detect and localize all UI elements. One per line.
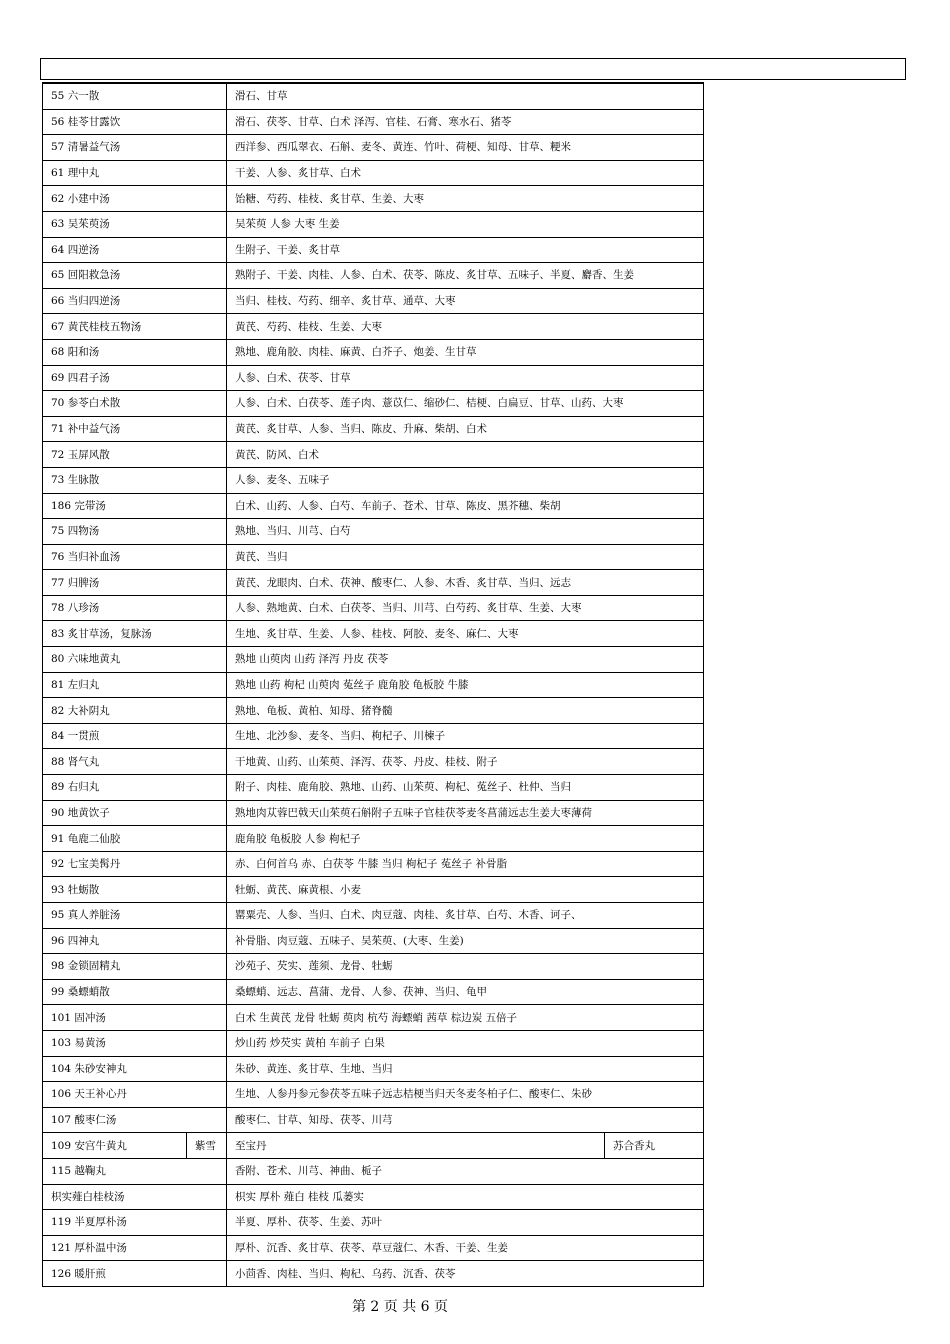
- table-row: [43, 1005, 704, 1031]
- table-row: [43, 723, 704, 749]
- header-box: [40, 58, 906, 80]
- formula-name: 69 四君子汤: [43, 365, 227, 391]
- formula-ingredients: 人参、白术、白茯苓、莲子肉、薏苡仁、缩砂仁、桔梗、白扁豆、甘草、山药、大枣: [227, 391, 704, 417]
- formula-name: 73 生脉散: [43, 467, 227, 493]
- formula-ingredients: 滑石、甘草: [227, 83, 704, 109]
- formula-name: 72 玉屏风散: [43, 442, 227, 468]
- formula-name: 98 金锁固精丸: [43, 954, 227, 980]
- formula-ingredients: 罂粟壳、人参、当归、白术、肉豆蔻、肉桂、炙甘草、白芍、木香、诃子、: [227, 903, 704, 929]
- table-row: [43, 314, 704, 340]
- table-row: [43, 339, 704, 365]
- formula-ingredients: 枳实 厚朴 薤白 桂枝 瓜蒌实: [227, 1184, 704, 1210]
- formula-name: 107 酸枣仁汤: [43, 1107, 227, 1133]
- formula-ingredients: 人参、白术、茯苓、甘草: [227, 365, 704, 391]
- table-row: [43, 493, 704, 519]
- formula-name: 80 六味地黄丸: [43, 647, 227, 673]
- formula-ingredients: 白术 生黄芪 龙骨 牡蛎 萸肉 杭芍 海螵蛸 茜草 棕边炭 五倍子: [227, 1005, 704, 1031]
- formula-name: 186 完带汤: [43, 493, 227, 519]
- formula-name: 99 桑螵蛸散: [43, 979, 227, 1005]
- formula-name: 109 安宫牛黄丸: [43, 1133, 187, 1159]
- formula-ingredients: 桑螵蛸、远志、菖蒲、龙骨、人参、茯神、当归、龟甲: [227, 979, 704, 1005]
- formula-ingredients: 黄芪、炙甘草、人参、当归、陈皮、升麻、柴胡、白术: [227, 416, 704, 442]
- table-row: [43, 1082, 704, 1108]
- table-row: [43, 416, 704, 442]
- formula-ingredients: 熟地 山萸肉 山药 泽泻 丹皮 茯苓: [227, 647, 704, 673]
- table-row: [43, 83, 704, 109]
- table-row: [43, 621, 704, 647]
- formula-name: 71 补中益气汤: [43, 416, 227, 442]
- formula-ingredients: 生附子、干姜、炙甘草: [227, 237, 704, 263]
- table-row: [43, 442, 704, 468]
- formula-ingredients: 当归、桂枝、芍药、细辛、炙甘草、通草、大枣: [227, 288, 704, 314]
- formula-name: 121 厚朴温中汤: [43, 1235, 227, 1261]
- table-row: [43, 1235, 704, 1261]
- formula-ingredients: 沙苑子、芡实、莲须、龙骨、牡蛎: [227, 954, 704, 980]
- formula-ingredients: 生地、炙甘草、生姜、人参、桂枝、阿胶、麦冬、麻仁、大枣: [227, 621, 704, 647]
- formula-name: 95 真人养脏汤: [43, 903, 227, 929]
- formula-name: 56 桂苓甘露饮: [43, 109, 227, 135]
- table-row: [43, 954, 704, 980]
- page-footer: 第 2 页 共 6 页: [351, 1299, 449, 1315]
- formula-name: 91 龟鹿二仙胶: [43, 826, 227, 852]
- table-row: [43, 595, 704, 621]
- formula-name: 106 天王补心丹: [43, 1082, 227, 1108]
- table-row: [43, 826, 704, 852]
- table-row: [43, 903, 704, 929]
- formula-ingredients: 熟附子、干姜、肉桂、人参、白术、茯苓、陈皮、炙甘草、五味子、半夏、麝香、生姜: [227, 263, 704, 289]
- formula-ingredients: 朱砂、黄连、炙甘草、生地、当归: [227, 1056, 704, 1082]
- table-row: [43, 544, 704, 570]
- formula-ingredients: 人参、麦冬、五味子: [227, 467, 704, 493]
- table-row: [43, 211, 704, 237]
- formula-name: 55 六一散: [43, 83, 227, 109]
- formula-name: 103 易黄汤: [43, 1030, 227, 1056]
- table-row: [43, 1107, 704, 1133]
- table-row: [43, 1056, 704, 1082]
- formula-ingredients: 鹿角胶 龟板胶 人参 枸杞子: [227, 826, 704, 852]
- formula-ingredients: 黄芪、防风、白术: [227, 442, 704, 468]
- formula-name: 104 朱砂安神丸: [43, 1056, 227, 1082]
- table-row: [43, 1158, 704, 1184]
- formula-name: 89 右归丸: [43, 775, 227, 801]
- table-row: [43, 1184, 704, 1210]
- formula-name: 88 肾气丸: [43, 749, 227, 775]
- formula-name: 84 一贯煎: [43, 723, 227, 749]
- formula-ingredients: 补骨脂、肉豆蔻、五味子、吴茱萸、(大枣、生姜): [227, 928, 704, 954]
- formula-name: 63 吴茱萸汤: [43, 211, 227, 237]
- formula-ingredients: 饴糖、芍药、桂枝、炙甘草、生姜、大枣: [227, 186, 704, 212]
- formula-ingredients: 小茴香、肉桂、当归、枸杞、乌药、沉香、茯苓: [227, 1261, 704, 1287]
- formula-ingredients: 白术、山药、人参、白芍、车前子、苍术、甘草、陈皮、黑芥穗、柴胡: [227, 493, 704, 519]
- table-row: [43, 109, 704, 135]
- formula-name: 119 半夏厚朴汤: [43, 1210, 227, 1236]
- formula-name: 70 参苓白术散: [43, 391, 227, 417]
- formula-ingredients: 赤、白何首乌 赤、白茯苓 牛膝 当归 枸杞子 菟丝子 补骨脂: [227, 851, 704, 877]
- formula-ingredients: 干地黄、山药、山茱萸、泽泻、茯苓、丹皮、桂枝、附子: [227, 749, 704, 775]
- formula-ingredients: 生地、人参丹参元参茯苓五味子远志桔梗当归天冬麦冬柏子仁、酸枣仁、朱砂: [227, 1082, 704, 1108]
- formula-name: 82 大补阴丸: [43, 698, 227, 724]
- table-row: [43, 698, 704, 724]
- formula-ingredients: 炒山药 炒芡实 黄柏 车前子 白果: [227, 1030, 704, 1056]
- formula-name: 126 暖肝煎: [43, 1261, 227, 1287]
- formula-name: 67 黄芪桂枝五物汤: [43, 314, 227, 340]
- formula-name: 101 固冲汤: [43, 1005, 227, 1031]
- formula-ingredients: 附子、肉桂、鹿角胶、熟地、山药、山茱萸、枸杞、菟丝子、杜仲、当归: [227, 775, 704, 801]
- formula-name: 64 四逆汤: [43, 237, 227, 263]
- formula-name: 76 当归补血汤: [43, 544, 227, 570]
- table-row: [43, 186, 704, 212]
- table-row: [43, 1261, 704, 1287]
- formula-name: 至宝丹: [227, 1133, 605, 1159]
- formula-ingredients: 黄芪、龙眼肉、白术、茯神、酸枣仁、人参、木香、炙甘草、当归、远志: [227, 570, 704, 596]
- formula-name: 90 地黄饮子: [43, 800, 227, 826]
- table-row-split: [43, 1133, 704, 1159]
- table-row: [43, 928, 704, 954]
- formula-ingredients: 熟地 山药 枸杞 山萸肉 菟丝子 鹿角胶 龟板胶 牛膝: [227, 672, 704, 698]
- table-row: [43, 263, 704, 289]
- table-row: [43, 749, 704, 775]
- formula-name: 62 小建中汤: [43, 186, 227, 212]
- formula-ingredients: 牡蛎、黄芪、麻黄根、小麦: [227, 877, 704, 903]
- formula-name: 75 四物汤: [43, 519, 227, 545]
- table-row: [43, 519, 704, 545]
- formula-name: 92 七宝美髯丹: [43, 851, 227, 877]
- table-row: [43, 851, 704, 877]
- formula-ingredients: 黄芪、当归: [227, 544, 704, 570]
- formula-ingredients: 西洋参、西瓜翠衣、石斛、麦冬、黄连、竹叶、荷梗、知母、甘草、粳米: [227, 135, 704, 161]
- formula-name: 苏合香丸: [605, 1133, 704, 1159]
- formula-name: 枳实薤白桂枝汤: [43, 1184, 227, 1210]
- formula-name: 57 清暑益气汤: [43, 135, 227, 161]
- formula-name: 78 八珍汤: [43, 595, 227, 621]
- table-row: [43, 391, 704, 417]
- formula-name: 93 牡蛎散: [43, 877, 227, 903]
- table-row: [43, 877, 704, 903]
- formula-name: 96 四神丸: [43, 928, 227, 954]
- table-row: [43, 237, 704, 263]
- formula-name: 65 回阳救急汤: [43, 263, 227, 289]
- formula-ingredients: 半夏、厚朴、茯苓、生姜、苏叶: [227, 1210, 704, 1236]
- table-row: [43, 160, 704, 186]
- recipe-table: [42, 82, 704, 1287]
- formula-ingredients: 香附、苍术、川芎、神曲、栀子: [227, 1158, 704, 1184]
- formula-name: 紫雪: [187, 1133, 227, 1159]
- formula-ingredients: 熟地、当归、川芎、白芍: [227, 519, 704, 545]
- formula-ingredients: 厚朴、沉香、炙甘草、茯苓、草豆蔻仁、木香、干姜、生姜: [227, 1235, 704, 1261]
- formula-ingredients: 人参、熟地黄、白术、白茯苓、当归、川芎、白芍药、炙甘草、生姜、大枣: [227, 595, 704, 621]
- table-row: [43, 288, 704, 314]
- formula-name: 115 越鞠丸: [43, 1158, 227, 1184]
- formula-ingredients: 熟地、鹿角胶、肉桂、麻黄、白芥子、炮姜、生甘草: [227, 339, 704, 365]
- formula-ingredients: 生地、北沙参、麦冬、当归、枸杞子、川楝子: [227, 723, 704, 749]
- table-row: [43, 672, 704, 698]
- formula-name: 77 归脾汤: [43, 570, 227, 596]
- table-row: [43, 800, 704, 826]
- formula-name: 81 左归丸: [43, 672, 227, 698]
- table-row: [43, 1030, 704, 1056]
- formula-ingredients: 熟地、龟板、黄柏、知母、猪脊髓: [227, 698, 704, 724]
- table-row: [43, 775, 704, 801]
- formula-name: 83 炙甘草汤，复脉汤: [43, 621, 227, 647]
- table-row: [43, 1210, 704, 1236]
- formula-ingredients: 干姜、人参、炙甘草、白术: [227, 160, 704, 186]
- table-row: [43, 467, 704, 493]
- formula-name: 68 阳和汤: [43, 339, 227, 365]
- table-row: [43, 979, 704, 1005]
- formula-ingredients: 滑石、茯苓、甘草、白术 泽泻、官桂、石膏、寒水石、猪苓: [227, 109, 704, 135]
- table-row: [43, 647, 704, 673]
- table-row: [43, 365, 704, 391]
- formula-name: 61 理中丸: [43, 160, 227, 186]
- table-row: [43, 570, 704, 596]
- table-row: [43, 135, 704, 161]
- formula-name: 66 当归四逆汤: [43, 288, 227, 314]
- formula-ingredients: 酸枣仁、甘草、知母、茯苓、川芎: [227, 1107, 704, 1133]
- formula-ingredients: 黄芪、芍药、桂枝、生姜、大枣: [227, 314, 704, 340]
- formula-ingredients: 熟地肉苁蓉巴戟天山茱萸石斛附子五味子官桂茯苓麦冬菖蒲远志生姜大枣薄荷: [227, 800, 704, 826]
- formula-ingredients: 吴茱萸 人参 大枣 生姜: [227, 211, 704, 237]
